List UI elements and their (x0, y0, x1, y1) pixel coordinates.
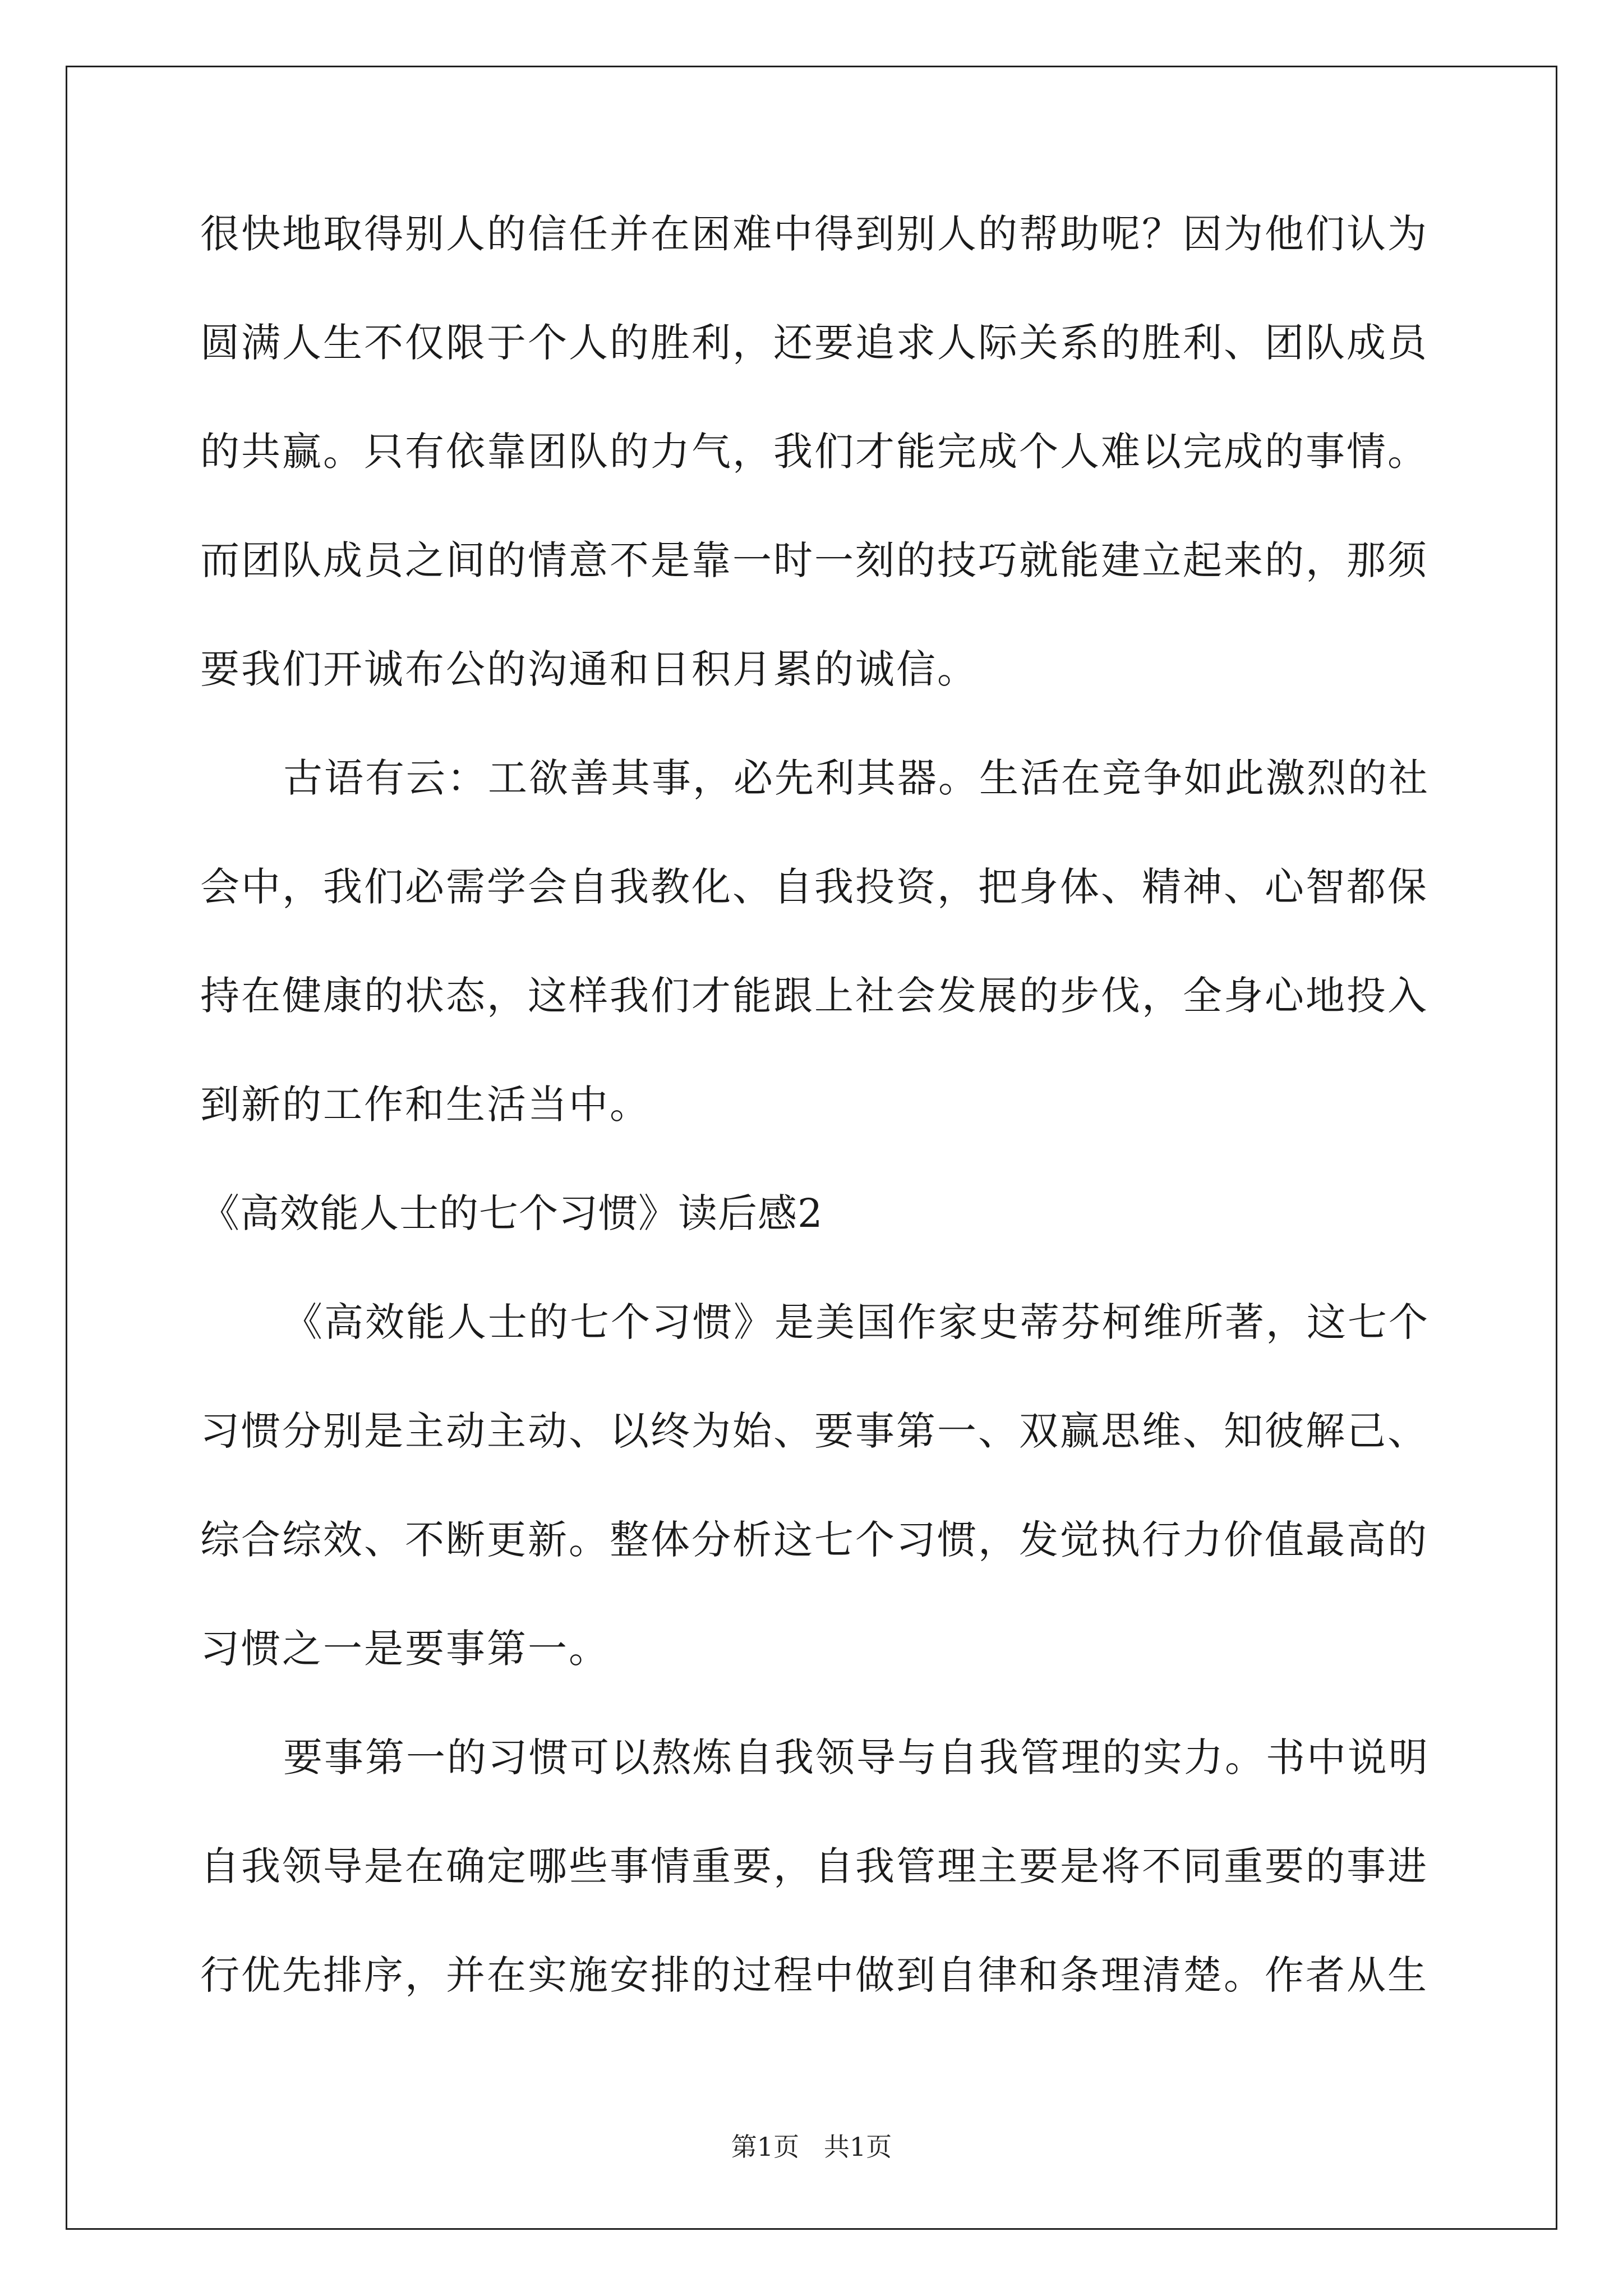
text-line: 圆满人生不仅限于个人的胜利，还要追求人际关系的胜利、团队成员 (200, 320, 1428, 366)
text-line: 到新的工作和生活当中。 (200, 1082, 651, 1128)
text-line: 习惯分别是主动主动、以终为始、要事第一、双赢思维、知彼解己、 (200, 1408, 1428, 1454)
paragraph-start-line: 要事第一的习惯可以熬炼自我领导与自我管理的实力。书中说明 (283, 1734, 1430, 1780)
text-line: 的共赢。只有依靠团队的力气，我们才能完成个人难以完成的事情。 (200, 429, 1428, 475)
text-line: 而团队成员之间的情意不是靠一时一刻的技巧就能建立起来的，那须 (200, 537, 1428, 583)
text-line: 综合综效、不断更新。整体分析这七个习惯，发觉执行力价值最高的 (200, 1517, 1428, 1563)
text-line: 行优先排序，并在实施安排的过程中做到自律和条理清楚。作者从生 (200, 1952, 1428, 1998)
text-line: 要我们开诚布公的沟通和日积月累的诚信。 (200, 646, 978, 692)
text-line: 习惯之一是要事第一。 (200, 1626, 610, 1672)
paragraph-start-line: 古语有云：工欲善其事，必先利其器。生活在竞争如此激烈的社 (283, 755, 1430, 801)
text-line: 很快地取得别人的信任并在困难中得到别人的帮助呢？因为他们认为 (200, 211, 1428, 257)
paragraph-start-line: 《高效能人士的七个习惯》是美国作家史蒂芬柯维所著，这七个 (283, 1299, 1430, 1345)
text-line: 持在健康的状态，这样我们才能跟上社会发展的步伐，全身心地投入 (200, 973, 1428, 1019)
text-line: 自我领导是在确定哪些事情重要，自我管理主要是将不同重要的事进 (200, 1843, 1428, 1889)
page-number-footer: 第1页 共1页 (731, 2132, 892, 2162)
text-line: 会中，我们必需学会自我教化、自我投资，把身体、精神、心智都保 (200, 864, 1428, 910)
document-body (200, 211, 1430, 2064)
section-heading: 《高效能人士的七个习惯》读后感2 (200, 1190, 823, 1236)
